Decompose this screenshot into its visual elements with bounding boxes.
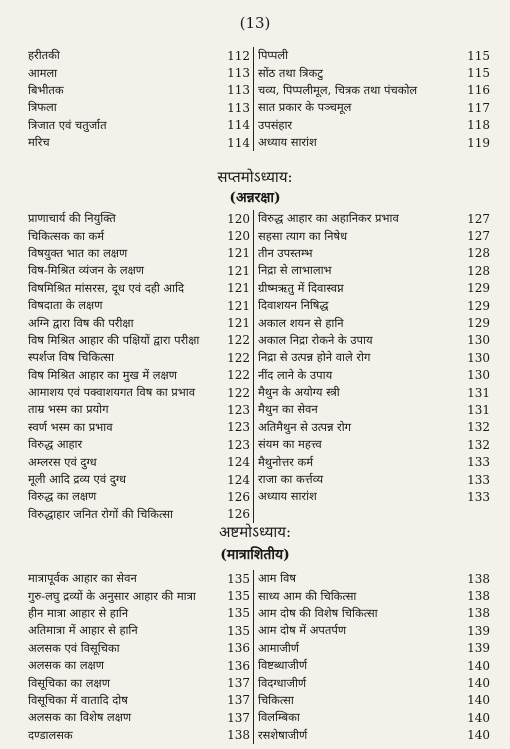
toc-entry <box>26 367 253 384</box>
toc-section-2 <box>26 210 490 523</box>
toc-entry-title: राजा का कर्त्तव्य <box>258 472 324 487</box>
toc-entry-title: मूली आदि द्रव्य एवं दुग्ध <box>28 472 127 487</box>
toc-entry <box>26 262 253 279</box>
toc-entry-title: विरुद्ध आहार का अहानिकर प्रभाव <box>258 211 399 226</box>
toc-entry-page: 133 <box>467 455 490 470</box>
toc-entry-page: 131 <box>467 385 490 400</box>
toc-entry-title: विष्टब्धाजीर्ण <box>258 658 308 673</box>
toc-entry-title: मैथुनोत्तर कर्म <box>258 454 314 469</box>
toc-entry <box>254 117 490 134</box>
toc-entry <box>254 488 490 505</box>
toc-entry-page: 136 <box>227 641 250 656</box>
toc-entry <box>26 727 253 744</box>
toc-entry-title: मैथुन के अयोग्य स्त्री <box>258 385 340 400</box>
toc-entry-title: अतिमैथुन से उत्पन्न रोग <box>258 419 352 434</box>
toc-entry-page: 113 <box>227 100 250 115</box>
toc-entry-title: मात्रापूर्वक आहार का सेवन <box>28 571 137 586</box>
toc-right-column <box>254 210 490 523</box>
toc-entry-title: अतिमात्रा में आहार से हानि <box>28 623 138 638</box>
toc-entry-title: अलसक एवं विसूचिका <box>28 640 120 655</box>
toc-entry-page: 130 <box>467 368 490 383</box>
toc-entry-title: विष मिश्रित आहार की पक्षियों द्वारा परीक्षा <box>28 332 200 347</box>
toc-entry <box>26 227 253 244</box>
toc-entry <box>26 692 253 709</box>
toc-entry <box>26 657 253 674</box>
toc-entry <box>254 280 490 297</box>
toc-entry-title: आम दोष की विशेष चिकित्सा <box>258 605 378 620</box>
toc-entry-title: विषमिश्रित मांसरस, दूध एवं दही आदि <box>28 280 185 295</box>
toc-entry <box>26 709 253 726</box>
toc-entry <box>254 587 490 604</box>
toc-entry <box>254 640 490 657</box>
toc-entry-page: 115 <box>467 66 490 81</box>
toc-entry <box>26 401 253 418</box>
toc-entry-page: 138 <box>467 606 490 621</box>
toc-entry <box>26 280 253 297</box>
toc-entry-title: मैथुन का सेवन <box>258 402 318 417</box>
toc-entry-page: 137 <box>227 710 250 725</box>
toc-left-column <box>26 210 254 523</box>
toc-entry <box>26 245 253 262</box>
toc-entry-page: 127 <box>467 229 490 244</box>
toc-entry <box>26 349 253 366</box>
toc-entry-title: विरुद्ध का लक्षण <box>28 489 97 504</box>
toc-entry <box>26 488 253 505</box>
toc-entry-page: 121 <box>227 263 250 278</box>
toc-entry-page: 140 <box>467 658 490 673</box>
toc-entry-title: अध्याय सारांश <box>258 489 317 504</box>
toc-entry-title: बिभीतक <box>28 82 64 97</box>
toc-entry-page: 123 <box>227 437 250 452</box>
toc-entry <box>254 384 490 401</box>
toc-entry-title: त्रिजात एवं चतुर्जात <box>28 117 107 132</box>
toc-entry-title: गुरु-लघु द्रव्यों के अनुसार आहार की मात्रा <box>28 588 196 603</box>
toc-entry-page: 121 <box>227 246 250 261</box>
toc-entry <box>26 622 253 639</box>
toc-entry-title: सहसा त्याग का निषेध <box>258 228 348 243</box>
toc-entry-page: 117 <box>467 100 490 115</box>
toc-entry-title: विष मिश्रित आहार का मुख में लक्षण <box>28 367 177 382</box>
chapter-subtitle: (मात्राशितीय) <box>220 547 290 563</box>
toc-entry-page: 122 <box>227 350 250 365</box>
toc-entry <box>26 587 253 604</box>
toc-entry-page: 120 <box>227 229 250 244</box>
toc-entry <box>254 262 490 279</box>
toc-entry-page: 127 <box>467 211 490 226</box>
toc-section-3 <box>26 570 490 744</box>
toc-entry-page: 132 <box>467 437 490 452</box>
toc-entry-title: विदग्धाजीर्ण <box>258 675 307 690</box>
toc-entry-title: अग्नि द्वारा विष की परीक्षा <box>28 315 134 330</box>
toc-entry <box>254 82 490 99</box>
toc-entry-title: विसूचिका का लक्षण <box>28 675 110 690</box>
toc-entry-title: दण्डालसक <box>28 727 73 742</box>
toc-section-1 <box>26 47 490 151</box>
toc-entry-page: 128 <box>467 246 490 261</box>
toc-right-column <box>254 570 490 744</box>
toc-entry <box>26 640 253 657</box>
toc-entry-page: 140 <box>467 693 490 708</box>
toc-entry-title: दिवाशयन निषिद्ध <box>258 298 329 313</box>
page-number: (13) <box>239 14 271 32</box>
chapter-subtitle: (अन्नरक्षा) <box>229 190 281 206</box>
toc-entry <box>26 314 253 331</box>
toc-entry-title: तीन उपस्तम्भ <box>258 245 313 260</box>
toc-entry-page: 130 <box>467 333 490 348</box>
toc-entry-page: 139 <box>467 641 490 656</box>
toc-entry-page: 135 <box>227 623 250 638</box>
toc-entry-page: 138 <box>467 571 490 586</box>
toc-entry <box>26 453 253 470</box>
toc-entry-title: आमाजीर्ण <box>258 640 300 655</box>
toc-entry <box>26 419 253 436</box>
toc-entry <box>254 419 490 436</box>
toc-entry <box>254 727 490 744</box>
toc-entry-title: ग्रीष्मऋतु में दिवास्वप्न <box>258 280 344 295</box>
toc-entry-page: 113 <box>227 66 250 81</box>
toc-entry-title: हीन मात्रा आहार से हानि <box>28 605 129 620</box>
toc-entry-title: चव्य, पिप्पलीमूल, चित्रक तथा पंचकोल <box>258 82 418 97</box>
toc-entry-page: 124 <box>227 455 250 470</box>
toc-entry-title: पिप्पली <box>258 48 289 63</box>
toc-entry <box>26 674 253 691</box>
toc-entry <box>26 297 253 314</box>
toc-entry-title: सोंठ तथा त्रिकटु <box>258 65 323 80</box>
toc-entry-title: आम विष <box>258 571 296 586</box>
toc-entry <box>26 64 253 81</box>
toc-entry <box>254 297 490 314</box>
toc-entry-page: 119 <box>467 135 490 150</box>
toc-entry-page: 113 <box>227 83 250 98</box>
toc-entry-title: आमाशय एवं पक्वाशयगत विष का प्रभाव <box>28 385 196 400</box>
toc-entry <box>254 349 490 366</box>
chapter-title: अष्टमोऽध्याय: <box>218 523 292 541</box>
toc-entry-page: 137 <box>227 693 250 708</box>
toc-entry <box>254 692 490 709</box>
toc-entry-title: स्पर्शज विष चिकित्सा <box>28 350 114 365</box>
toc-entry-page: 112 <box>227 48 250 63</box>
toc-entry-title: निद्रा से उत्पन्न होने वाले रोग <box>258 350 371 365</box>
toc-entry <box>26 605 253 622</box>
toc-entry <box>254 709 490 726</box>
toc-entry-page: 114 <box>227 135 250 150</box>
toc-entry <box>26 436 253 453</box>
toc-entry <box>254 64 490 81</box>
toc-entry-title: हरीतकी <box>28 48 60 63</box>
toc-entry-page: 131 <box>467 402 490 417</box>
chapter-title: सप्तमोऽध्याय: <box>217 168 293 186</box>
toc-entry-title: उपसंहार <box>258 117 293 132</box>
toc-entry-title: चिकित्सा <box>258 692 294 707</box>
toc-entry-title: चिकित्सक का कर्म <box>28 228 105 243</box>
toc-entry-page: 129 <box>467 316 490 331</box>
toc-entry-page: 126 <box>227 489 250 504</box>
toc-entry-page: 130 <box>467 350 490 365</box>
toc-entry-title: विष-मिश्रित व्यंजन के लक्षण <box>28 263 144 278</box>
toc-entry <box>26 384 253 401</box>
toc-entry-page: 124 <box>227 472 250 487</box>
toc-entry-title: विरुद्ध आहार <box>28 437 83 452</box>
toc-entry <box>26 471 253 488</box>
toc-entry-page: 114 <box>227 118 250 133</box>
toc-entry-title: विसूचिका में वातादि दोष <box>28 692 128 707</box>
toc-entry-title: संयम का महत्त्व <box>258 437 322 452</box>
toc-entry-title: ताम्र भस्म का प्रयोग <box>28 402 109 417</box>
toc-entry-title: आमला <box>28 65 58 80</box>
toc-entry-page: 121 <box>227 281 250 296</box>
toc-entry-title: अलसक का विशेष लक्षण <box>28 710 132 725</box>
toc-entry-page: 140 <box>467 676 490 691</box>
toc-entry-title: विषयुक्त भात का लक्षण <box>28 245 128 260</box>
toc-entry <box>254 657 490 674</box>
toc-entry <box>254 605 490 622</box>
toc-entry-title: अध्याय सारांश <box>258 135 317 150</box>
toc-entry-title: त्रिफला <box>28 100 57 115</box>
toc-entry <box>254 436 490 453</box>
toc-entry-title: रसशेषाजीर्ण <box>258 727 308 742</box>
toc-entry-page: 137 <box>227 676 250 691</box>
toc-entry <box>254 245 490 262</box>
toc-entry-title: अकाल निद्रा रोकने के उपाय <box>258 332 373 347</box>
toc-entry-title: अम्लरस एवं दुग्ध <box>28 454 97 469</box>
toc-entry-title: सात प्रकार के पञ्चमूल <box>258 100 352 115</box>
toc-entry <box>254 210 490 227</box>
toc-entry <box>254 134 490 151</box>
toc-entry-page: 122 <box>227 385 250 400</box>
toc-right-column <box>254 47 490 151</box>
toc-entry <box>26 117 253 134</box>
toc-entry-page: 121 <box>227 316 250 331</box>
toc-entry <box>26 506 253 523</box>
toc-entry-page: 138 <box>227 728 250 743</box>
toc-entry <box>26 210 253 227</box>
toc-entry <box>254 227 490 244</box>
toc-entry-page: 135 <box>227 589 250 604</box>
toc-entry <box>26 570 253 587</box>
toc-entry-page: 118 <box>467 118 490 133</box>
toc-entry-title: विलम्बिका <box>258 710 300 725</box>
toc-entry-page: 140 <box>467 710 490 725</box>
toc-entry <box>26 82 253 99</box>
toc-entry-page: 128 <box>467 263 490 278</box>
toc-entry-page: 126 <box>227 507 250 522</box>
toc-entry-title: नींद लाने के उपाय <box>258 367 333 382</box>
toc-entry <box>254 570 490 587</box>
toc-entry-page: 123 <box>227 402 250 417</box>
toc-entry <box>254 622 490 639</box>
toc-entry-page: 129 <box>467 281 490 296</box>
toc-left-column <box>26 47 254 151</box>
toc-entry <box>254 471 490 488</box>
toc-entry-title: आम दोष में अपतर्पण <box>258 623 347 638</box>
toc-entry-title: प्राणाचार्य की नियुक्ति <box>28 211 116 226</box>
toc-entry-page: 133 <box>467 472 490 487</box>
toc-entry <box>254 332 490 349</box>
toc-entry <box>254 674 490 691</box>
toc-entry <box>254 453 490 470</box>
toc-entry-title: साध्य आम की चिकित्सा <box>258 588 357 603</box>
toc-entry <box>254 401 490 418</box>
toc-entry <box>254 367 490 384</box>
toc-entry-page: 132 <box>467 420 490 435</box>
toc-entry-page: 120 <box>227 211 250 226</box>
toc-entry-page: 116 <box>467 83 490 98</box>
toc-entry-title: स्वर्ण भस्म का प्रभाव <box>28 419 113 434</box>
toc-entry-page: 136 <box>227 658 250 673</box>
toc-entry-page: 139 <box>467 623 490 638</box>
toc-entry-title: मरिच <box>28 135 50 150</box>
toc-entry-page: 129 <box>467 298 490 313</box>
toc-entry <box>254 314 490 331</box>
toc-entry <box>26 332 253 349</box>
toc-entry <box>26 99 253 116</box>
toc-entry-page: 122 <box>227 368 250 383</box>
toc-entry-page: 135 <box>227 571 250 586</box>
toc-entry-title: विषदाता के लक्षण <box>28 298 103 313</box>
toc-entry <box>254 47 490 64</box>
toc-entry-title: निद्रा से लाभालाभ <box>258 263 332 278</box>
toc-entry-page: 140 <box>467 728 490 743</box>
toc-entry-page: 122 <box>227 333 250 348</box>
toc-entry <box>254 99 490 116</box>
toc-entry-page: 123 <box>227 420 250 435</box>
toc-left-column <box>26 570 254 744</box>
toc-entry-page: 138 <box>467 589 490 604</box>
toc-entry-page: 135 <box>227 606 250 621</box>
toc-entry-page: 115 <box>467 48 490 63</box>
toc-entry-title: अलसक का लक्षण <box>28 658 104 673</box>
toc-entry-title: अकाल शयन से हानि <box>258 315 344 330</box>
toc-entry-page: 121 <box>227 298 250 313</box>
toc-entry <box>26 47 253 64</box>
toc-entry-page: 133 <box>467 489 490 504</box>
toc-entry-title: विरुद्धाहार जनित रोगों की चिकित्सा <box>28 506 173 521</box>
toc-entry <box>26 134 253 151</box>
